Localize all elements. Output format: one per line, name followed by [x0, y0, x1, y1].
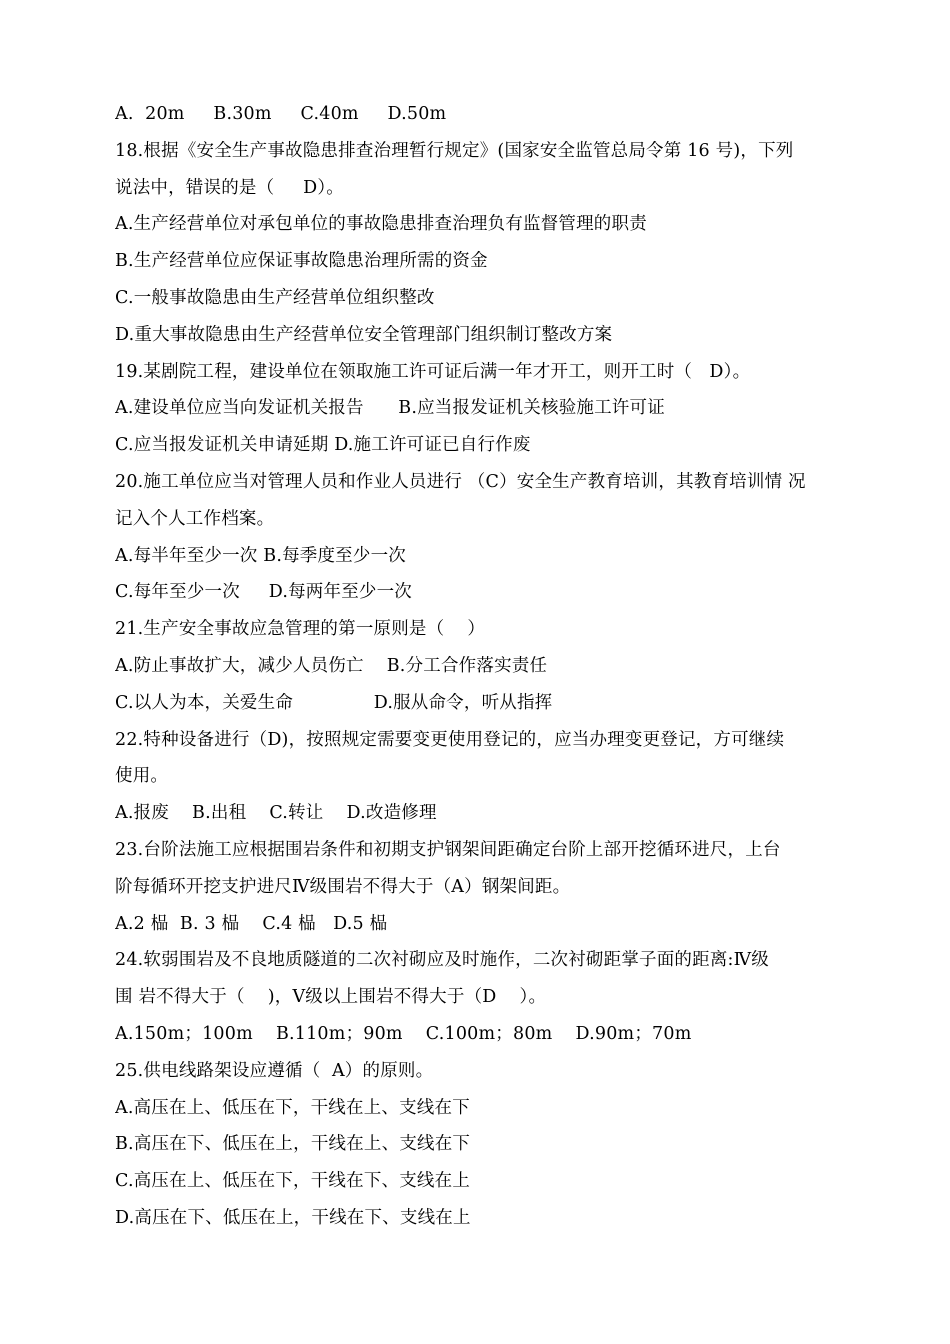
- text-line: 21.生产安全事故应急管理的第一原则是（ ）: [115, 619, 486, 640]
- text-line: A.高压在上、低压在下，干线在上、支线在下: [115, 1097, 470, 1118]
- text-line: A.防止事故扩大，减少人员伤亡 B.分工合作落实责任: [115, 655, 548, 676]
- text-line: C.一般事故隐患由生产经营单位组织整改: [115, 287, 435, 308]
- text-line: D.重大事故隐患由生产经营单位安全管理部门组织制订整改方案: [115, 324, 613, 345]
- text-line: 19.某剧院工程，建设单位在领取施工许可证后满一年才开工，则开工时（ D）。: [115, 361, 751, 382]
- text-line: 23.台阶法施工应根据围岩条件和初期支护钢架间距确定台阶上部开挖循环进尺，上台: [115, 839, 781, 860]
- text-line: A.报废 B.出租 C.转让 D.改造修理: [115, 803, 437, 824]
- text-line: 说法中，错误的是（ D）。: [115, 177, 344, 198]
- text-line: B.高压在下、低压在上，干线在上、支线在下: [115, 1134, 471, 1155]
- text-line: 阶每循环开挖支护进尺Ⅳ级围岩不得大于（A）钢架间距。: [115, 876, 571, 897]
- text-line: A.2 榀 B. 3 榀 C.4 榀 D.5 榀: [115, 913, 388, 934]
- text-line: 20.施工单位应当对管理人员和作业人员进行 （C）安全生产教育培训，其教育培训情 况: [115, 471, 806, 492]
- text-line: C.每年至少一次 D.每两年至少一次: [115, 582, 413, 603]
- text-line: C.以人为本，关爱生命 D.服从命令，听从指挥: [115, 692, 553, 713]
- text-line: 18.根据《安全生产事故隐患排查治理暂行规定》(国家安全监管总局令第 16 号)，下列: [115, 140, 794, 161]
- text-line: A.生产经营单位对承包单位的事故隐患排查治理负有监督管理的职责: [115, 214, 647, 235]
- text-line: B.生产经营单位应保证事故隐患治理所需的资金: [115, 251, 488, 272]
- text-line: 使用。: [115, 766, 169, 787]
- text-line: C.应当报发证机关申请延期 D.施工许可证已自行作废: [115, 435, 531, 456]
- question-list: [115, 96, 840, 1237]
- text-line: A.建设单位应当向发证机关报告 B.应当报发证机关核验施工许可证: [115, 398, 665, 419]
- text-line: 22.特种设备进行（D)，按照规定需要变更使用登记的，应当办理变更登记，方可继续: [115, 729, 785, 750]
- text-line: 围 岩不得大于（ )，Ⅴ级以上围岩不得大于（D ）。: [115, 987, 547, 1008]
- text-line: 24.软弱围岩及不良地质隧道的二次衬砌应及时施作，二次衬砌距掌子面的距离:Ⅳ级: [115, 950, 770, 971]
- text-line: D.高压在下、低压在上，干线在下、支线在上: [115, 1207, 471, 1228]
- text-line: 25.供电线路架设应遵循（ A）的原则。: [115, 1060, 434, 1081]
- text-line: A.每半年至少一次 B.每季度至少一次: [115, 545, 406, 566]
- text-line: A. 20m B.30m C.40m D.50m: [115, 104, 447, 124]
- text-line: A.150m；100m B.110m；90m C.100m；80m D.90m；70m: [115, 1023, 692, 1044]
- text-line: C.高压在上、低压在下，干线在下、支线在上: [115, 1171, 471, 1192]
- text-line: 记入个人工作档案。: [115, 508, 275, 529]
